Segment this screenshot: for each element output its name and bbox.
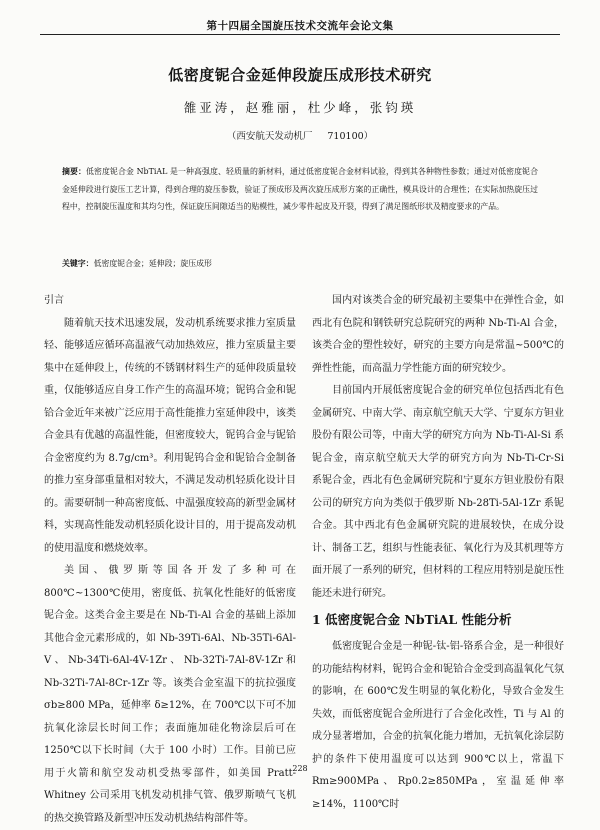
left-column	[44, 290, 296, 830]
right-paragraph-3: 低密度铌合金是一种铌-钛-铝-铬系合金，是一种很好的功能结构材料，铌钨合金和铌铪合金受到高温氧化气氛的影响，在 600℃发生明显的氧化粉化，导致合金发生失效，而低密度铌合金所进行了合金化改性，Ti 与 Al 的成分显著增加，合金的抗氧化能力增加，无抗氧化涂层防护的条件下使用温度可以达到 900℃以上，常温下 Rm≥900MPa、Rp0.2≥850MPa，室温延伸率≥14%，1100℃时	[312, 641, 564, 810]
keywords-text: 低密度铌合金；延伸段；旋压成形	[93, 259, 212, 268]
header-rule	[40, 34, 560, 35]
running-head: 第十四届全国旋压技术交流年会论文集	[206, 20, 394, 32]
paper-affiliation	[0, 128, 600, 142]
keywords-label: 关键字：	[62, 259, 94, 268]
abstract-text: 低密度铌合金 NbTiAL 是一种高强度、轻质量的新材料，通过低密度铌合金材料试验，得到其各种物性参数；通过对低密度铌合金延伸段进行旋压工艺计算，得到合理的旋压参数，验证了预成形及两次旋压成形方案的正确性，模具设计的合理性；在实际加热旋压过程中，控制旋压温度和其均匀性，保证旋压间隙适当的贴模性，减少零件起皮及开裂，得到了满足图纸形状及精度要求的产品。	[62, 167, 538, 211]
abstract	[62, 163, 538, 216]
affiliation-name: （西安航天发动机厂	[226, 131, 313, 142]
affiliation-postcode: 710100）	[327, 131, 374, 142]
right-paragraph-1: 国内对该类合金的研究最初主要集中在弹性合金，如西北有色院和钢铁研究总院研究的两种 Nb-Ti-Al 合金，该类合金的塑性较好，研究的主要方向是常温~500℃的弹性性能，而高温力学性能方面的研究较少。	[312, 295, 564, 374]
paper-authors: 雒亚涛，赵雅丽，杜少峰，张钧瑛	[183, 100, 417, 115]
keywords	[62, 256, 538, 272]
abstract-label: 摘要：	[62, 167, 87, 176]
left-paragraph-1: 随着航天技术迅速发展，发动机系统要求推力室质量轻、能够适应循环高温液气动加热效应，推力室质量主要集中在延伸段上，传统的不锈钢材料生产的延伸段质量较重，仅能够适应自身工作产生的高温环境；铌钨合金和铌铪合金近年来被广泛应用于高性能推力室延伸段中，该类合金具有优越的高温性能，但密度较大，铌钨合金与铌铪合金密度约为 8.7g/cm³。利用铌钨合金和铌铪合金制备的推力室身部重量相对较大，不满足发动机轻质化设计目的。需要研制一种高密度低、中温强度较高的新型金属材料，实现高性能发动机轻质化设计目的，用于提高发动机的使用温度和燃烧效率。	[44, 317, 296, 554]
right-paragraph-2: 目前国内开展低密度铌合金的研究单位包括西北有色金属研究、中南大学、南京航空航天大学、宁夏东方钽业股份有限公司等，中南大学的研究方向为 Nb-Ti-Al-Si 系铌合金，南京航空航天大学的研究方向为 Nb-Ti-Cr-Si 系铌合金，西北有色金属研究院和宁夏东方钽业股份有限公司的研究方向为类似于俄罗斯 Nb-28Ti-5Al-1Zr 系铌合金。其中西北有色金属研究院的进展较快，在成分设计、制备工艺，组织与性能表征、氧化行为及其机理等方面开展了一系列的研究，但材料的工程应用特别是旋压性能还未进行研究。	[312, 385, 564, 599]
right-column	[312, 290, 564, 816]
section-1-heading: 1 低密度铌合金 NbTiAL 性能分析	[312, 612, 512, 627]
paper-title: 低密度铌合金延伸段旋压成形技术研究	[168, 66, 432, 84]
page-number: 228	[292, 764, 308, 773]
left-paragraph-2: 美国、俄罗斯等国各开发了多种可在 800℃~1300℃使用，密度低、抗氧化性能好的低密度铌合金。这类合金主要是在 Nb-Ti-Al 合金的基础上添加其他合金元素形成的，如 Nb-39Ti-6Al、Nb-35Ti-6Al-V 、 Nb-34Ti-6Al-4V-1Zr 、 Nb-32Ti-7Al-8V-1Zr 和 Nb-32Ti-7Al-8Cr-1Zr 等。该类合金室温下的抗拉强度 σb≥800 MPa，延伸率 δ≥12%，在 700℃以下可不加抗氧化涂层长时间工作；表面施加硅化物涂层后可在 1250℃以下长时间（大于 100 小时）工作。目前已应用于火箭和航空发动机受热零部件，如美国 Pratt-Whitney 公司采用飞机发动机排气管、俄罗斯喷气飞机的热交换管路及新型冲压发动机热结构部件等。	[44, 565, 296, 824]
intro-heading: 引言	[44, 295, 64, 306]
